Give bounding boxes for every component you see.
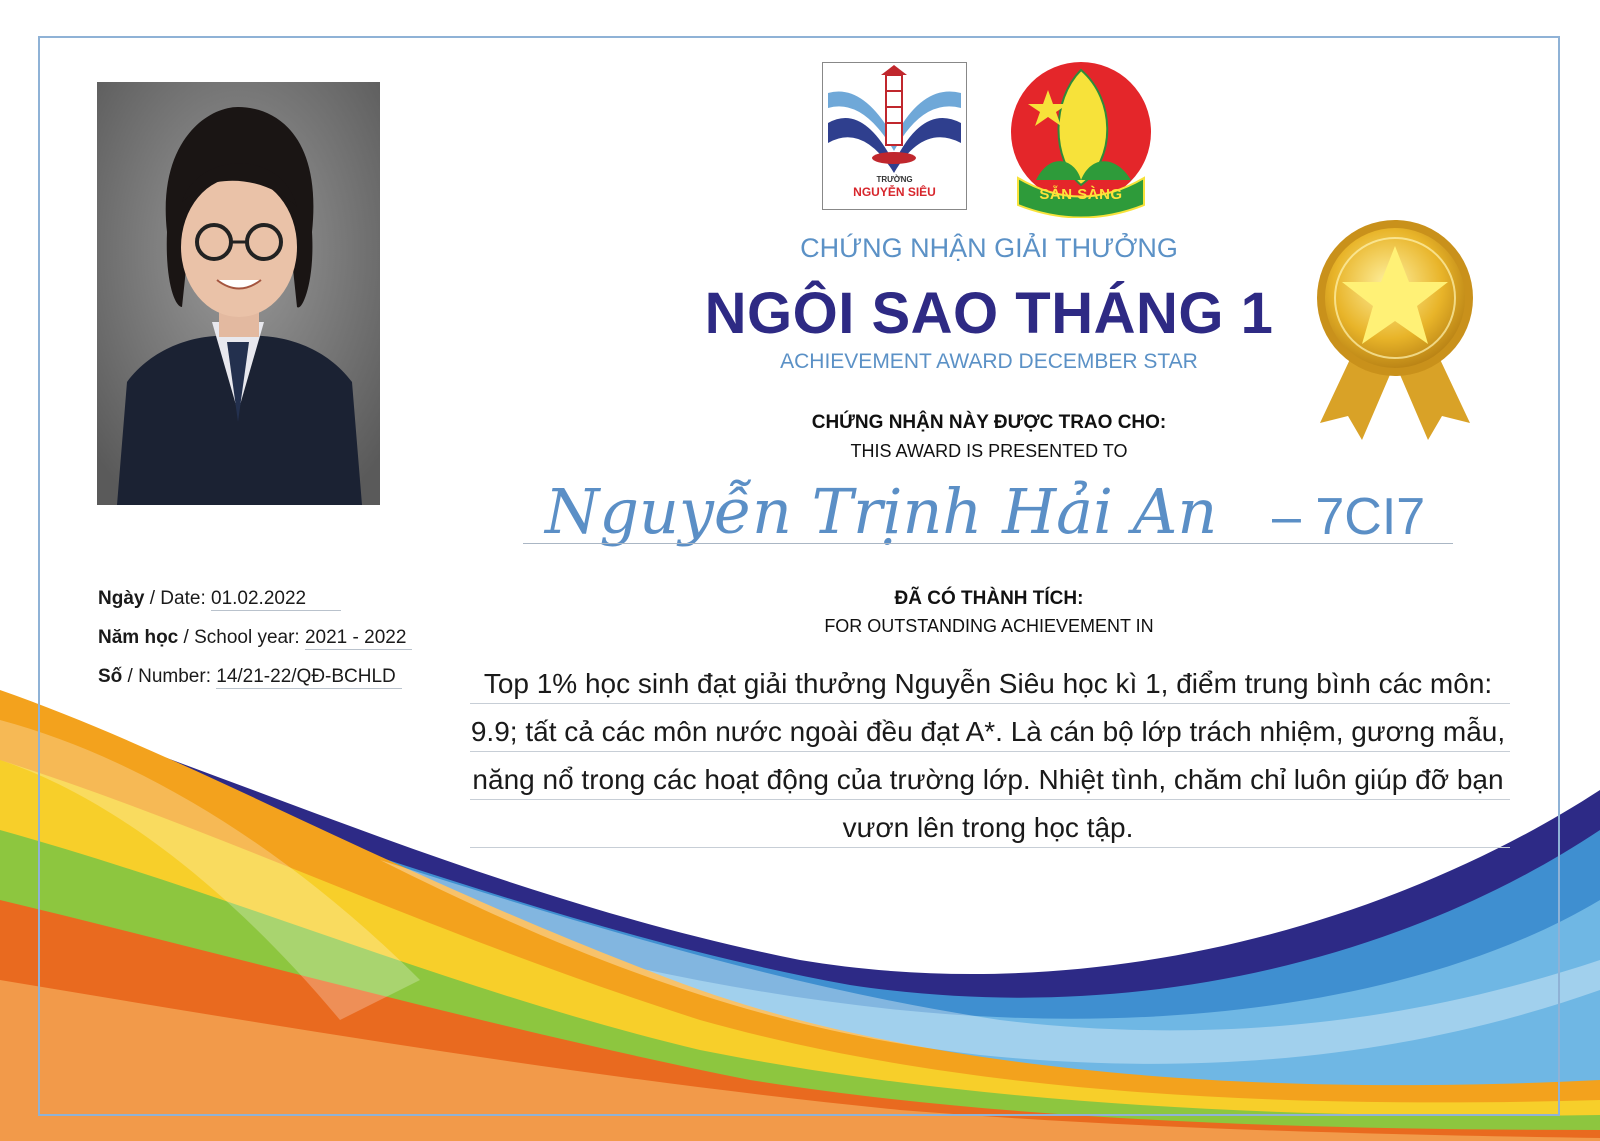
date-row [98,588,341,611]
school-year-row [98,627,412,650]
number-label-vi: Số [98,666,123,687]
recipient-class: – 7CI7 [1272,488,1426,546]
presented-to-label-vi: CHỨNG NHẬN NÀY ĐƯỢC TRAO CHO: [811,412,1167,433]
number-row [98,666,402,689]
certificate-subtitle: CHỨNG NHẬN GIẢI THƯỞNG [800,233,1178,263]
achievement-label-en: FOR OUTSTANDING ACHIEVEMENT IN [824,616,1154,636]
achievement-label-vi: ĐÃ CÓ THÀNH TÍCH: [894,588,1084,609]
school-year-label-vi: Năm học [98,627,179,648]
date-label-en: / Date: [144,588,211,609]
presented-to-label-en: THIS AWARD IS PRESENTED TO [850,441,1128,461]
certificate-title: NGÔI SAO THÁNG 1 [704,281,1274,346]
school-logo [822,62,967,210]
school-year-value: 2021 - 2022 [305,627,412,650]
date-label-vi: Ngày [98,588,145,609]
certificate-subtitle-en: ACHIEVEMENT AWARD DECEMBER STAR [780,350,1198,373]
name-underline [523,543,1453,544]
number-value: 14/21-22/QĐ-BCHLD [216,666,402,689]
recipient-name: Nguyễn Trịnh Hải An [545,475,1218,548]
school-year-label-en: / School year: [178,627,305,648]
youth-union-badge [1006,60,1156,218]
school-caption: NGUYỄN SIÊU [853,185,936,199]
school-caption-small: TRƯỜNG [876,175,913,184]
date-value: 01.02.2022 [211,588,341,611]
badge-caption: SẴN SÀNG [1039,186,1123,203]
achievement-description: Top 1% học sinh đạt giải thưởng Nguyễn Siêu học kì 1, điểm trung bình các môn: 9.9; tất cả các môn nước ngoài đều đạt A*. Là cán bộ lớp trách nhiệm, gương mẫu, năng nổ trong các hoạt động của trường lớp. Nhiệt tình, chăm chỉ luôn giúp đỡ bạn vươn lên trong học tập. [470,668,1506,843]
student-photo [97,82,380,505]
number-label-en: / Number: [122,666,217,687]
